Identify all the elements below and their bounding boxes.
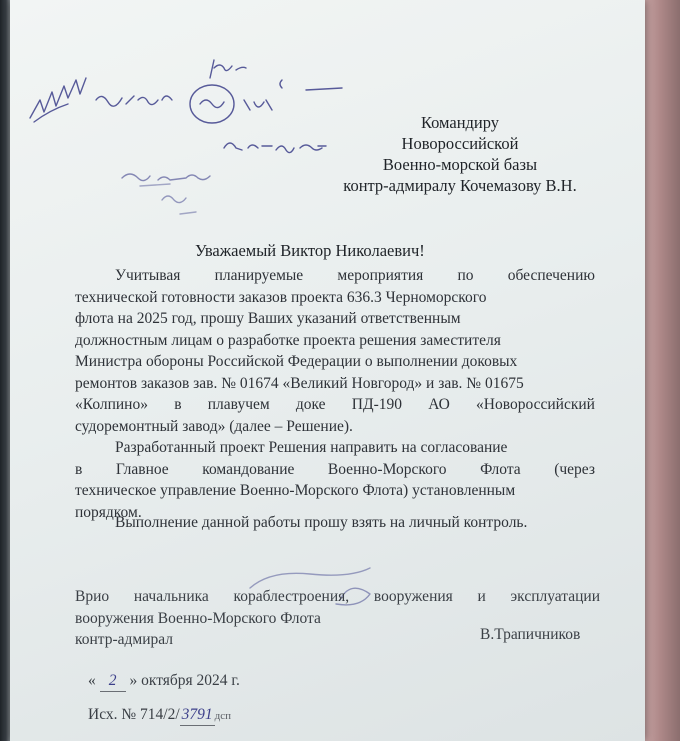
word: планируемые xyxy=(214,267,304,284)
word: доке xyxy=(295,396,326,413)
signer-name: В.Трапичников xyxy=(480,626,581,643)
word: АО xyxy=(428,396,450,413)
word: мероприятия xyxy=(337,267,424,284)
outgoing-prefix: Исх. № 714/2/ xyxy=(88,706,180,723)
body-paragraph-1 xyxy=(75,265,595,437)
word: ПД-190 xyxy=(351,396,402,413)
date-quote: « xyxy=(88,672,96,689)
salutation: Уважаемый Виктор Николаевич! xyxy=(195,241,425,260)
date-day: 2 xyxy=(100,670,126,692)
word: командование xyxy=(202,460,295,478)
word: обеспечению xyxy=(507,267,595,284)
word: «Новороссийский xyxy=(476,396,595,413)
word: Флота xyxy=(480,460,521,478)
date-rest: » октября 2024 г. xyxy=(129,672,240,689)
word: Военно-Морского xyxy=(327,460,447,478)
outgoing-number xyxy=(88,704,231,727)
body-line: судоремонтный завод» (далее – Решение). xyxy=(75,417,353,435)
addressee-line: Командиру xyxy=(420,113,500,132)
body-line: флота на 2025 год, прошу Ваших указаний ответственным xyxy=(75,310,461,327)
word: Главное xyxy=(115,460,169,478)
word: вооружения xyxy=(373,588,453,605)
word: и xyxy=(477,588,486,605)
letter-sheet xyxy=(10,0,645,741)
outgoing-suffix: дсп xyxy=(214,710,232,722)
word: в xyxy=(75,460,83,478)
signer-position-line: вооружения Военно-Морского Флота xyxy=(75,609,321,627)
word: по xyxy=(457,267,474,284)
body-line: Министра обороны Российской Федерации о выполнении доковых xyxy=(75,353,518,370)
body-line xyxy=(75,265,595,287)
signer-position-line xyxy=(75,586,600,608)
word: в xyxy=(174,396,182,413)
word: Врио xyxy=(75,588,110,605)
background-surface xyxy=(645,0,680,741)
word: кораблестроения, xyxy=(233,588,350,605)
addressee-block xyxy=(310,112,610,196)
body-line: должностным лицам о разработке проекта решения заместителя xyxy=(75,331,501,349)
body-line: техническое управление Военно-Морского Флота) установленным xyxy=(75,482,516,499)
body-line: порядком. xyxy=(75,503,142,521)
word: эксплуатации xyxy=(510,588,600,605)
addressee-line: Новороссийской xyxy=(401,134,519,153)
body-paragraph-3 xyxy=(75,512,595,534)
signer-rank: контр-адмирал xyxy=(75,631,174,648)
word: (через xyxy=(554,460,595,478)
body-line: ремонтов заказов зав. № 01674 «Великий Новгород» и зав. № 01675 xyxy=(75,374,524,392)
outgoing-handwritten-number: 3791 xyxy=(180,704,215,726)
body-line: Выполнение данной работы прошу взять на личный контроль. xyxy=(115,514,528,531)
addressee-line: Военно-морской базы xyxy=(382,155,538,174)
body-line xyxy=(75,394,595,416)
word: начальника xyxy=(133,588,209,605)
letter-date xyxy=(88,670,240,692)
word: «Колпино» xyxy=(75,396,148,413)
addressee-line: контр-адмиралу Кочемазову В.Н. xyxy=(343,176,577,195)
word: плавучем xyxy=(207,396,270,413)
body-paragraph-2 xyxy=(75,437,595,523)
word: Учитывая xyxy=(115,267,181,284)
body-line: технической готовности заказов проекта 636.3 Черноморского xyxy=(75,288,487,306)
body-line: Разработанный проект Решения направить на согласование xyxy=(115,439,508,456)
body-line xyxy=(75,459,595,481)
